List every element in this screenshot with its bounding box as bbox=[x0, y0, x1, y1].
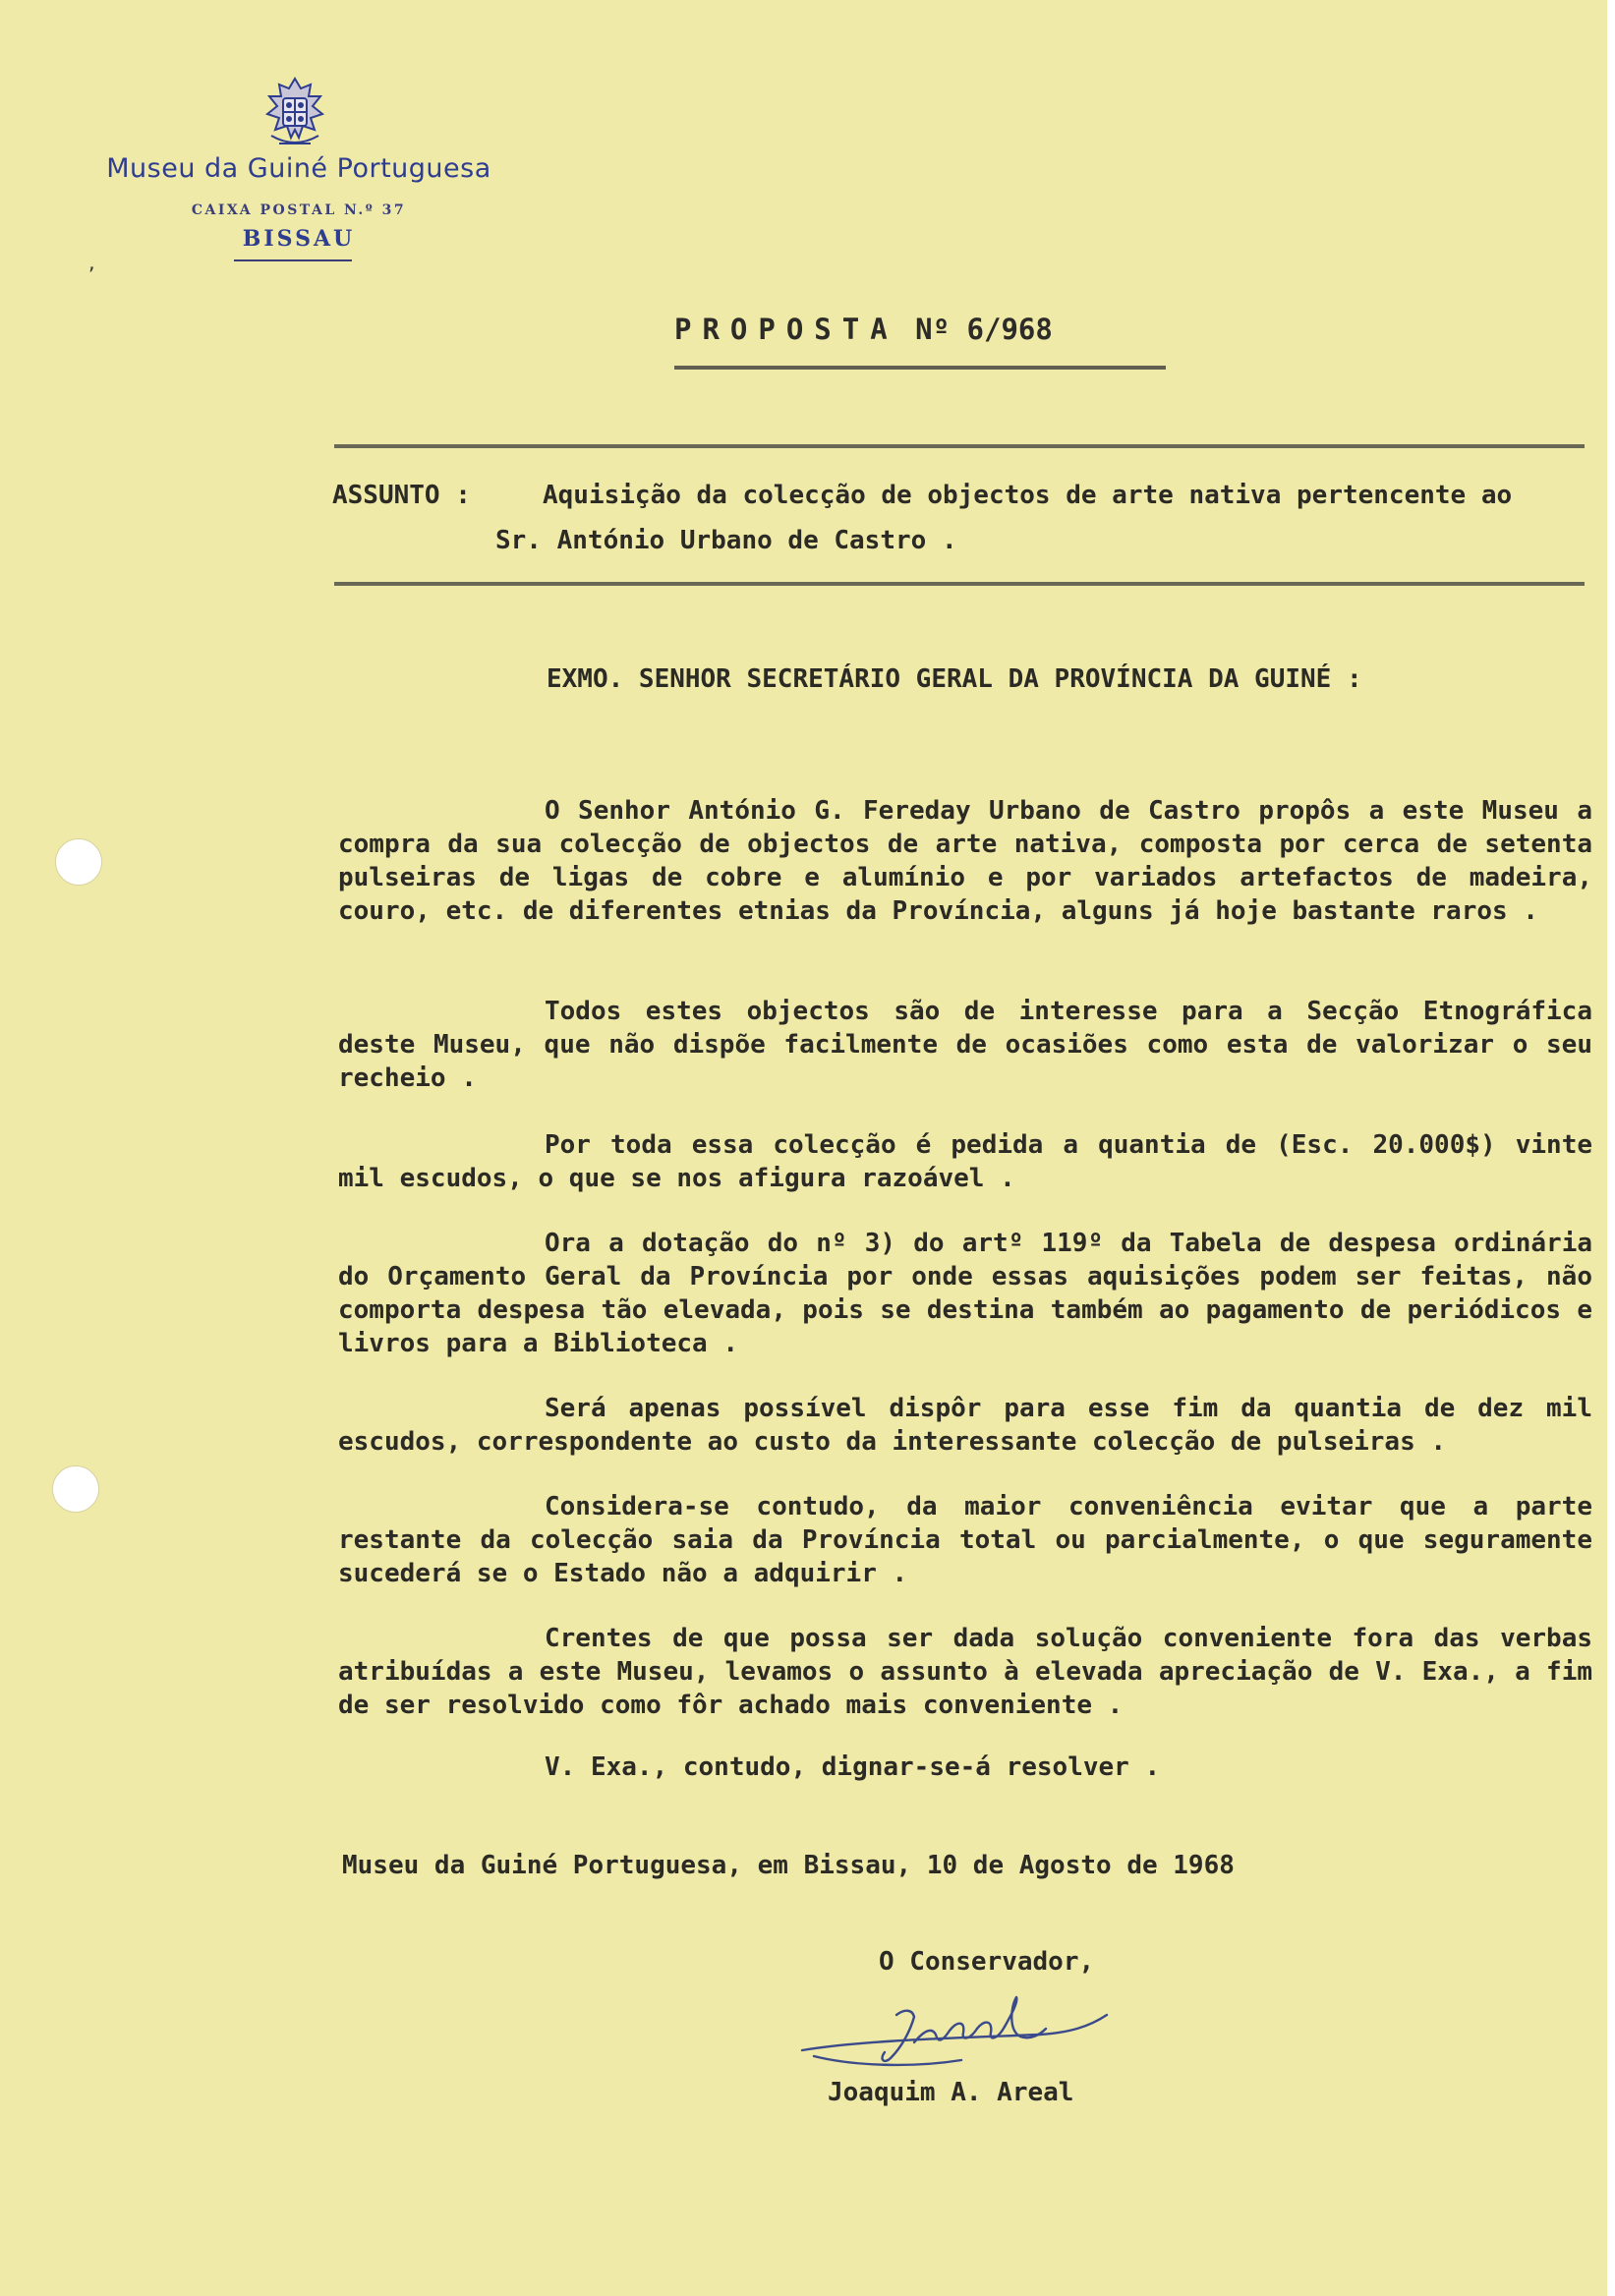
coat-of-arms-icon bbox=[250, 73, 340, 153]
city-underline bbox=[234, 259, 352, 261]
title-number: Nº 6/968 bbox=[915, 313, 1053, 346]
closing-line: V. Exa., contudo, dignar-se-á resolver . bbox=[545, 1752, 1161, 1782]
signatory-role: O Conservador, bbox=[879, 1947, 1095, 1977]
body-paragraph: Será apenas possível dispôr para esse fim da quantia de dez mil escudos, correspondente ao custo da interessante colecção de pulseiras . bbox=[338, 1394, 1592, 1457]
subject-rule-top bbox=[334, 444, 1585, 448]
body-paragraph: Considera-se contudo, da maior conveniência evitar que a parte restante da colecção saia da Província total ou parcialmente, o que seguramente sucederá se o Estado não a adquirir . bbox=[338, 1492, 1592, 1588]
museum-city: BISSAU bbox=[242, 226, 356, 252]
signature-image bbox=[794, 1987, 1119, 2078]
punch-hole bbox=[52, 1465, 99, 1513]
salutation: EXMO. SENHOR SECRETÁRIO GERAL DA PROVÍNCIA DA GUINÉ : bbox=[547, 664, 1362, 694]
body-paragraph: Ora a dotação do nº 3) do artº 119º da Tabela de despesa ordinária do Orçamento Geral da Província por onde essas aquisições podem ser feitas, não comporta despesa tão elevada, pois se destina também ao pagamento de periódicos e livros para a Biblioteca . bbox=[338, 1229, 1592, 1358]
ink-speck: , bbox=[87, 254, 97, 274]
document-title bbox=[674, 313, 1185, 346]
postal-box: CAIXA POSTAL N.º 37 bbox=[191, 202, 407, 218]
body-paragraph: Por toda essa colecção é pedida a quantia de (Esc. 20.000$) vinte mil escudos, o que se nos afigura razoável . bbox=[338, 1130, 1592, 1193]
body-paragraph: Todos estes objectos são de interesse para a Secção Etnográfica deste Museu, que não dispõe facilmente de ocasiões como esta de valorizar o seu recheio . bbox=[338, 997, 1592, 1093]
subject-line: Sr. António Urbano de Castro . bbox=[495, 526, 957, 555]
punch-hole bbox=[55, 838, 102, 886]
place-date: Museu da Guiné Portuguesa, em Bissau, 10 de Agosto de 1968 bbox=[342, 1851, 1235, 1880]
body-paragraph: O Senhor António G. Fereday Urbano de Castro propôs a este Museu a compra da sua colecção de objectos de arte nativa, composta por cerca de setenta pulseiras de ligas de cobre e alumínio e por variados artefactos de madeira, couro, etc. de diferentes etnias da Província, alguns já hoje bastante raros . bbox=[338, 796, 1592, 926]
museum-name: Museu da Guiné Portuguesa bbox=[106, 153, 491, 184]
paper-edge bbox=[1607, 0, 1615, 2296]
body-paragraph: Crentes de que possa ser dada solução conveniente fora das verbas atribuídas a este Museu, levamos o assunto à elevada apreciação de V. Exa., a fim de ser resolvido como fôr achado mais conveniente . bbox=[338, 1624, 1592, 1720]
title-underline bbox=[674, 366, 1166, 370]
signatory-name: Joaquim A. Areal bbox=[828, 2078, 1074, 2107]
subject-rule-bottom bbox=[334, 582, 1585, 586]
subject-label: ASSUNTO : bbox=[332, 481, 471, 510]
title-word: PROPOSTA bbox=[674, 313, 898, 346]
subject-line: Aquisição da colecção de objectos de arte nativa pertencente ao bbox=[543, 481, 1513, 510]
